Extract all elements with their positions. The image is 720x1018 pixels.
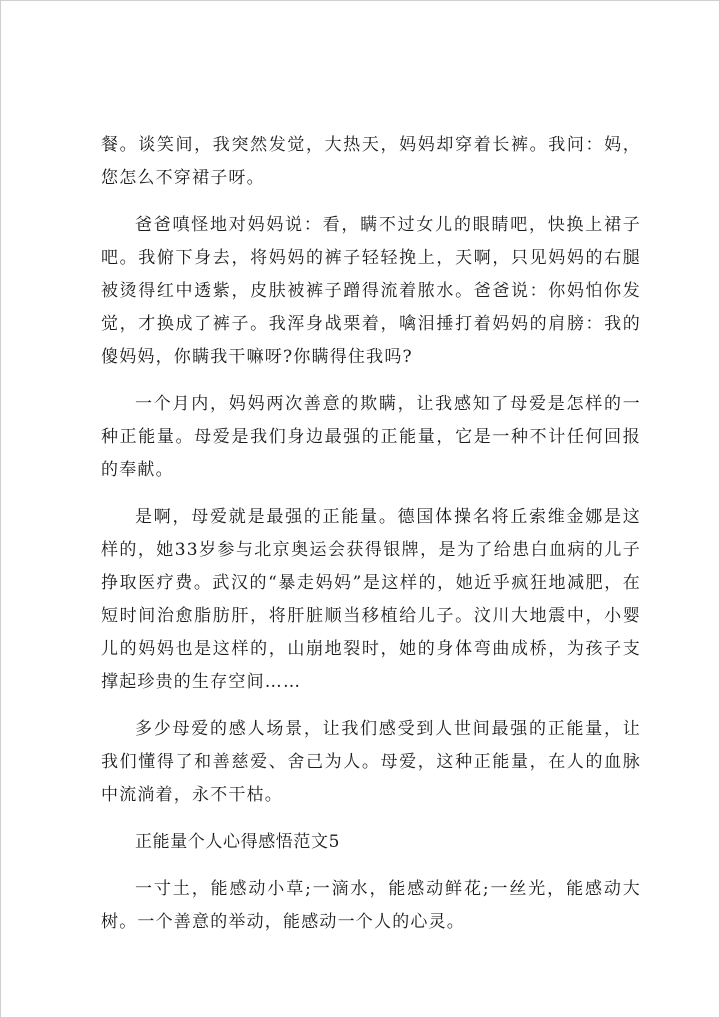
paragraph-2: 爸爸嗔怪地对妈妈说：看，瞒不过女儿的眼睛吧，快换上裙子吧。我俯下身去，将妈妈的裤子轻轻挽上，天啊，只见妈妈的右腿被烫得红中透紫，皮肤被裤子蹭得流着脓水。爸爸说：你妈怕你发觉，才换成了裤子。我浑身战栗着，噙泪捶打着妈妈的肩膀：我的傻妈妈，你瞒我干嘛呀?你瞒得住我吗? (101, 215, 641, 367)
paragraph-4: 是啊，母爱就是最强的正能量。德国体操名将丘索维金娜是这样的，她33岁参与北京奥运会获得银牌，是为了给患白血病的儿子挣取医疗费。武汉的“暴走妈妈”是这样的，她近乎疯狂地减肥，在短时间治愈脂肪肝，将肝脏顺当移植给儿子。汶川大地震中，小婴儿的妈妈也是这样的，山崩地裂时，她的身体弯曲成桥，为孩子支撑起珍贵的生存空间…… (101, 507, 641, 692)
section-heading: 正能量个人心得感悟范文5 (135, 832, 341, 852)
paragraph-6: 一寸土，能感动小草;一滴水，能感动鲜花;一丝光，能感动大树。一个善意的举动，能感动一个人的心灵。 (101, 879, 641, 932)
document-body (101, 129, 641, 953)
paragraph-3: 一个月内，妈妈两次善意的欺瞒，让我感知了母爱是怎样的一种正能量。母爱是我们身边最强的正能量，它是一种不计任何回报的奉献。 (101, 394, 641, 480)
paragraph-1: 餐。谈笑间，我突然发觉，大热天，妈妈却穿着长裤。我问：妈，您怎么不穿裙子呀。 (101, 135, 641, 188)
paragraph-5: 多少母爱的感人场景，让我们感受到人世间最强的正能量，让我们懂得了和善慈爱、舍己为人。母爱，这种正能量，在人的血脉中流淌着，永不干枯。 (101, 719, 641, 805)
